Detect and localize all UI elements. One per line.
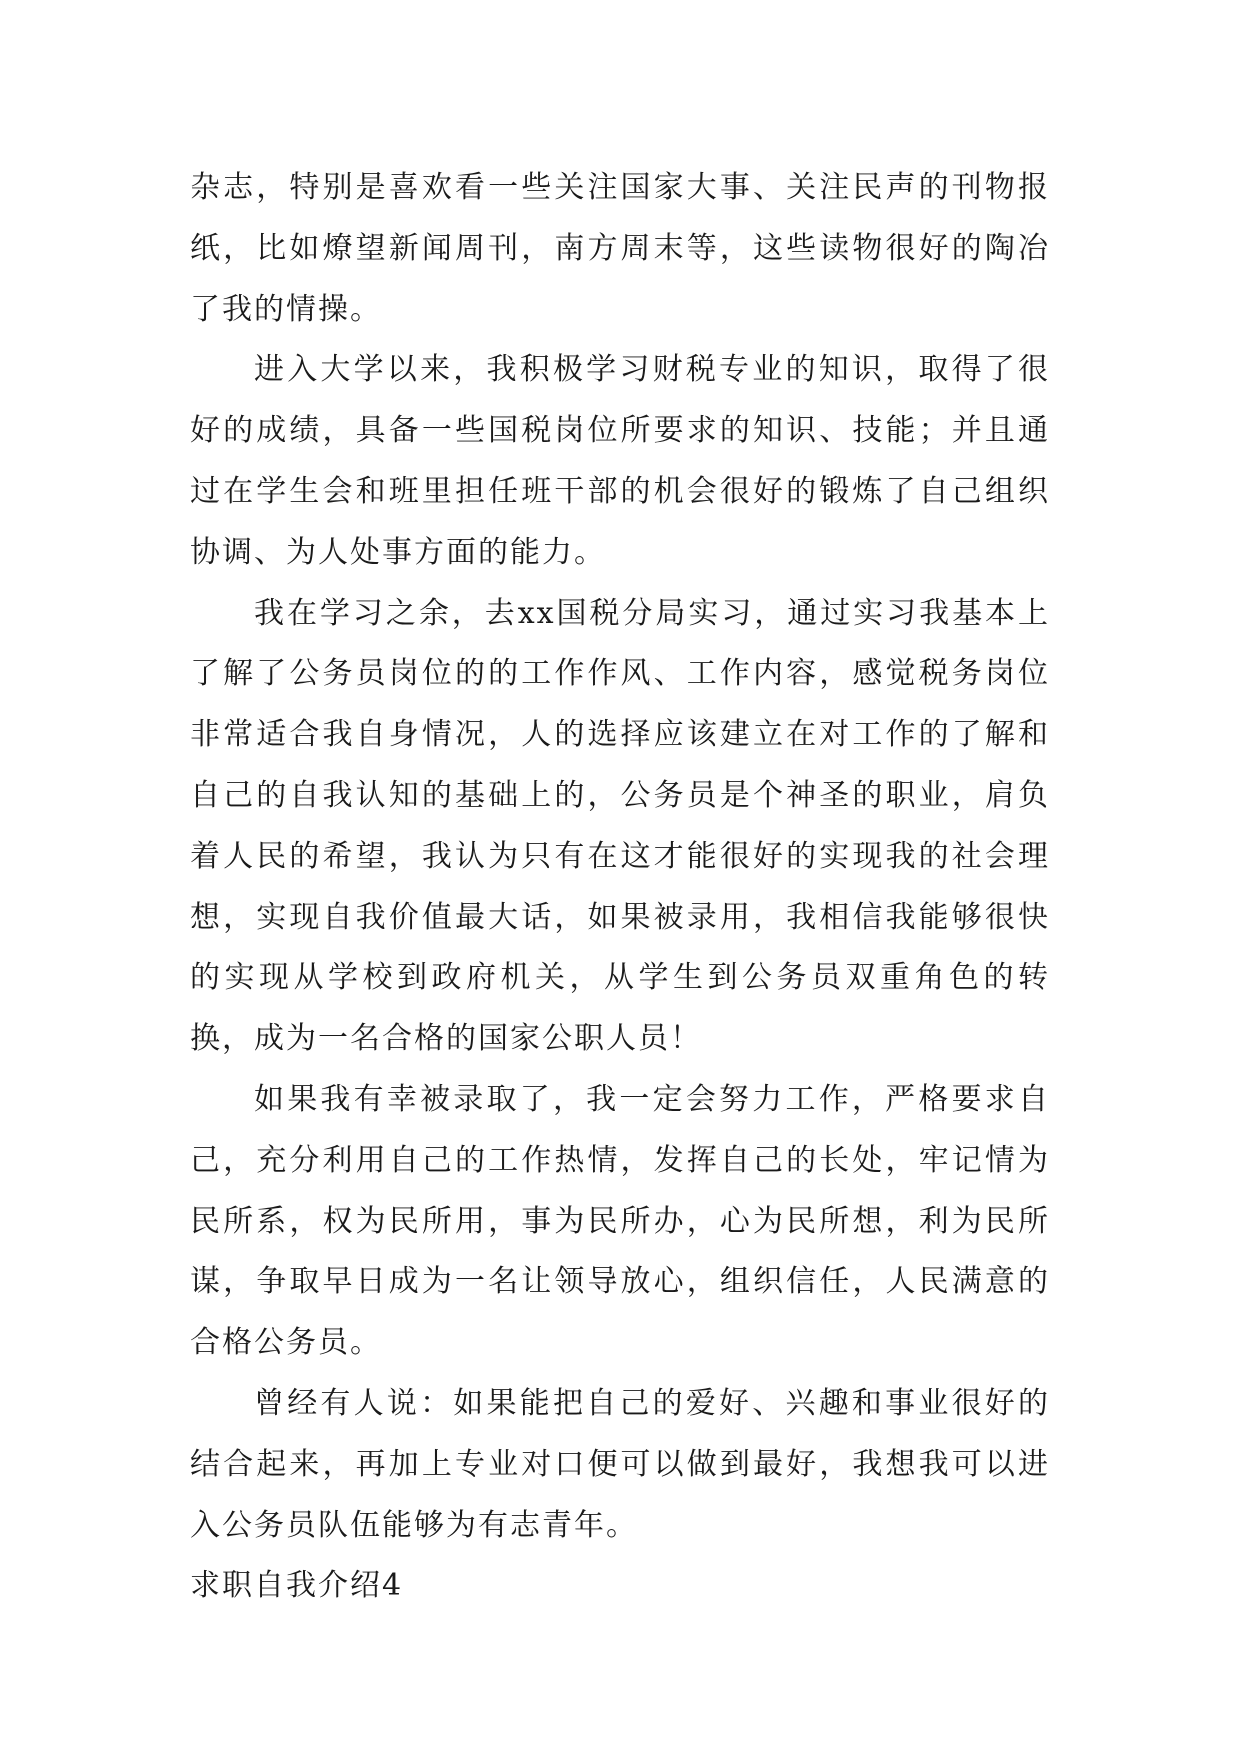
paragraph-commitment: 如果我有幸被录取了，我一定会努力工作，严格要求自己，充分利用自己的工作热情，发挥自己的长处，牢记情为民所系，权为民所用，事为民所办，心为民所想，利为民所谋，争取早日成为一名让领导放心，组织信任，人民满意的合格公务员。 bbox=[190, 1081, 1050, 1361]
paragraph-internship: 我在学习之余，去xx国税分局实习，通过实习我基本上了解了公务员岗位的的工作作风、工作内容，感觉税务岗位非常适合我自身情况，人的选择应该建立在对工作的了解和自己的自我认知的基础上的，公务员是个神圣的职业，肩负着人民的希望，我认为只有在这才能很好的实现我的社会理想，实现自我价值最大话，如果被录用，我相信我能够很快的实现从学校到政府机关，从学生到公务员双重角色的转换，成为一名合格的国家公职人员！ bbox=[190, 595, 1050, 1057]
section-heading: 求职自我介绍4 bbox=[190, 1568, 404, 1604]
paragraph-closing: 曾经有人说：如果能把自己的爱好、兴趣和事业很好的结合起来，再加上专业对口便可以做到最好，我想我可以进入公务员队伍能够为有志青年。 bbox=[190, 1385, 1050, 1543]
paragraph-continuation: 杂志，特别是喜欢看一些关注国家大事、关注民声的刊物报纸，比如燎望新闻周刊，南方周末等，这些读物很好的陶冶了我的情操。 bbox=[190, 170, 1050, 327]
document-body bbox=[190, 158, 1050, 1617]
paragraph-university-study: 进入大学以来，我积极学习财税专业的知识，取得了很好的成绩，具备一些国税岗位所要求的知识、技能；并且通过在学生会和班里担任班干部的机会很好的锻炼了自己组织协调、为人处事方面的能力。 bbox=[190, 352, 1050, 570]
